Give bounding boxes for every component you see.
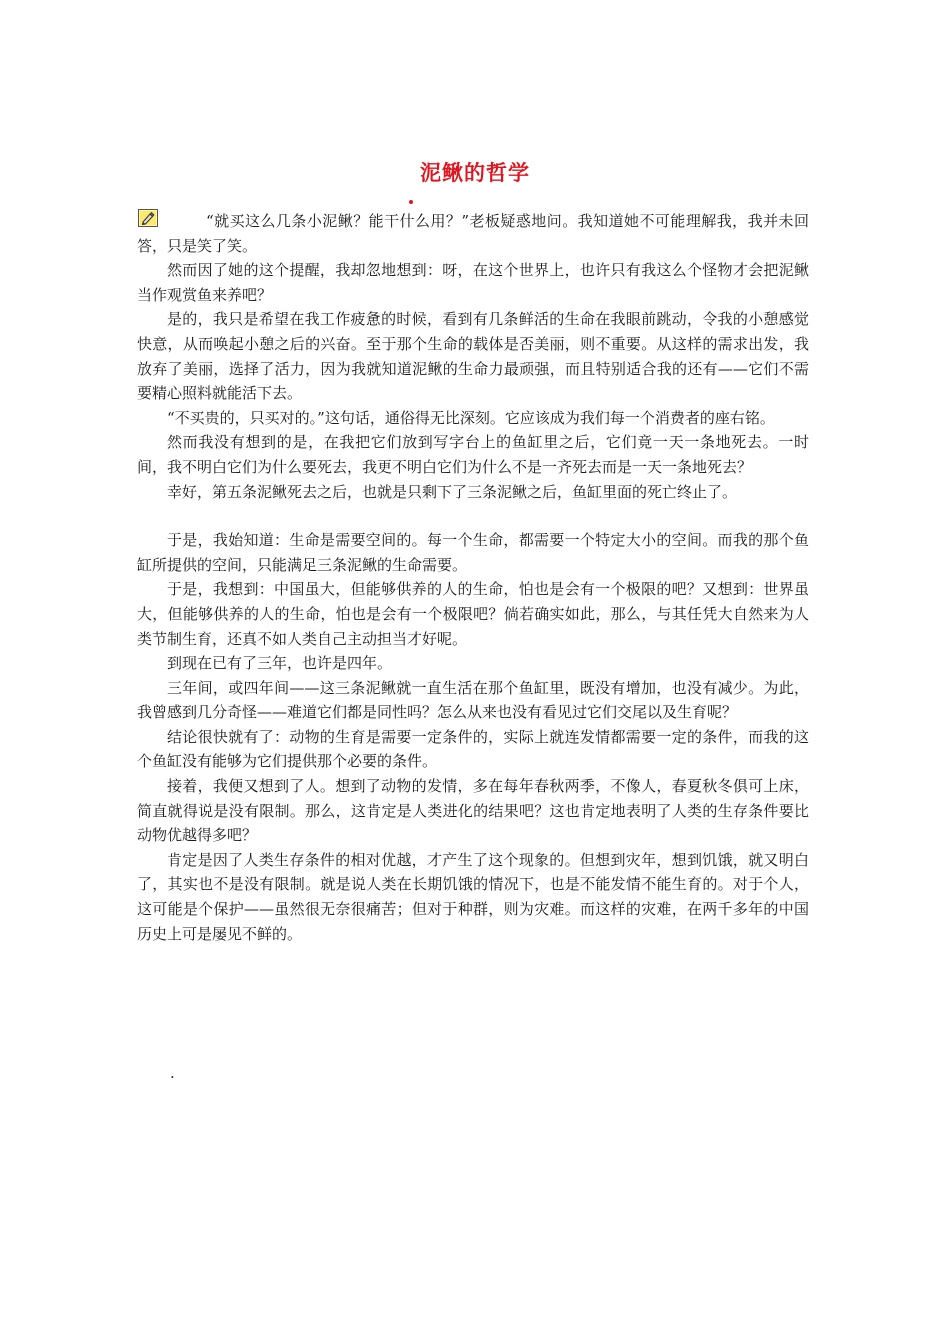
paragraph: 三年间，或四年间——这三条泥鳅就一直生活在那个鱼缸里，既没有增加，也没有减少。为此，我曾感到几分奇怪——难道它们都是同性吗？怎么从来也没有看见过它们交尾以及生育呢？ bbox=[137, 678, 809, 722]
page-title: 泥鳅的哲学 bbox=[420, 160, 530, 185]
paragraph: 接着，我便又想到了人。想到了动物的发情，多在每年春秋两季，不像人，春夏秋冬俱可上床，简直就得说是没有限制。那么，这肯定是人类进化的结果吧？这也肯定地表明了人类的生存条件要比动物优越得多吧？ bbox=[137, 777, 809, 845]
paragraph: 肯定是因了人类生存条件的相对优越，才产生了这个现象的。但想到灾年，想到饥饿，就又明白了，其实也不是没有限制。就是说人类在长期饥饿的情况下，也是不能发情不能生育的。对于个人，这可能是个保护——虽然很无奈很痛苦；但对于种群，则为灾难。而这样的灾难，在两千多年的中国历史上可是屡见不鲜的。 bbox=[137, 850, 809, 943]
paragraph: 幸好，第五条泥鳅死去之后，也就是只剩下了三条泥鳅之后，鱼缸里面的死亡终止了。 bbox=[167, 482, 738, 501]
end-mark: . bbox=[170, 1064, 175, 1082]
paragraph: “就买这么几条小泥鳅？能干什么用？”老板疑惑地问。我知道她不可能理解我，我并未回答，只是笑了笑。 bbox=[137, 212, 809, 255]
article-body bbox=[137, 209, 809, 946]
paragraph: 于是，我始知道：生命是需要空间的。每一个生命，都需要一个特定大小的空间。而我的那个鱼缸所提供的空间，只能满足三条泥鳅的生命需要。 bbox=[137, 531, 809, 574]
paragraph: 然而我没有想到的是，在我把它们放到写字台上的鱼缸里之后，它们竟一天一条地死去。一时间，我不明白它们为什么要死去，我更不明白它们为什么不是一齐死去而是一天一条地死去？ bbox=[137, 433, 809, 476]
title-dot-mark bbox=[409, 200, 413, 204]
paragraph: 到现在已有了三年，也许是四年。 bbox=[167, 654, 393, 673]
paragraph: 结论很快就有了：动物的生育是需要一定条件的，实际上就连发情都需要一定的条件，而我的这个鱼缸没有能够为它们提供那个必要的条件。 bbox=[137, 727, 809, 771]
paragraph: 是的，我只是希望在我工作疲惫的时候，看到有几条鲜活的生命在我眼前跳动，令我的小憩感觉快意，从而唤起小憩之后的兴奋。至于那个生命的载体是否美丽，则不重要。从这样的需求出发，我放弃了美丽，选择了活力，因为我就知道泥鳅的生命力最顽强，而且特别适合我的还有——它们不需要精心照料就能活下去。 bbox=[137, 310, 809, 403]
paragraph: 于是，我想到：中国虽大，但能够供养的人的生命，怕也是会有一个极限的吧？又想到：世界虽大，但能够供养的人的生命，怕也是会有一个极限吧？倘若确实如此，那么，与其任凭大自然来为人类节制生育，还真不如人类自己主动担当才好呢。 bbox=[137, 580, 809, 648]
paragraph: 然而因了她的这个提醒，我却忽地想到：呀，在这个世界上，也许只有我这么个怪物才会把泥鳅当作观赏鱼来养吧？ bbox=[137, 261, 809, 304]
paragraph: “不买贵的，只买对的。”这句话，通俗得无比深刻。它应该成为我们每一个消费者的座右铭。 bbox=[167, 408, 775, 427]
